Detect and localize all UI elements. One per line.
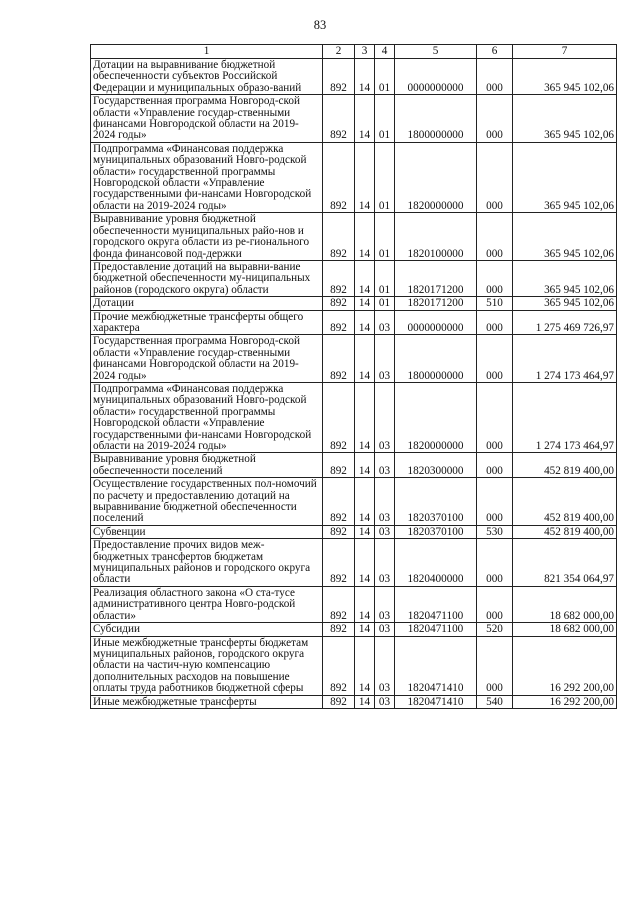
budget-table	[90, 44, 617, 709]
row-target-code: 1820171200	[395, 297, 477, 310]
row-name: Иные межбюджетные трансферты	[91, 695, 323, 708]
table-row	[91, 478, 617, 526]
header-row	[91, 45, 617, 59]
row-name: Подпрограмма «Финансовая поддержка муниципальных образований Новго-родской области» государственной программы Новгородской области «Управление государственными фи-нансами Новгородской области на 2019-2024 годы»	[91, 142, 323, 212]
row-admin-code: 892	[323, 382, 355, 452]
row-section-code: 14	[355, 453, 375, 478]
header-cell: 6	[477, 45, 513, 59]
row-admin-code: 892	[323, 478, 355, 526]
row-target-code: 1820171200	[395, 260, 477, 296]
header-cell: 2	[323, 45, 355, 59]
row-subsection-code: 01	[375, 142, 395, 212]
row-subsection-code: 03	[375, 695, 395, 708]
header-cell: 1	[91, 45, 323, 59]
row-target-code: 1820400000	[395, 539, 477, 587]
row-name: Государственная программа Новгород-ской области «Управление государ-ственными финансами Новгородской области на 2019-2024 годы»	[91, 95, 323, 143]
row-amount: 1 275 469 726,97	[513, 310, 617, 335]
table-row	[91, 95, 617, 143]
row-target-code: 1820300000	[395, 453, 477, 478]
row-name: Субвенции	[91, 525, 323, 538]
row-section-code: 14	[355, 59, 375, 95]
row-admin-code: 892	[323, 636, 355, 695]
row-expense-type-code: 000	[477, 213, 513, 261]
table-body	[91, 59, 617, 709]
row-subsection-code: 03	[375, 478, 395, 526]
row-name: Государственная программа Новгород-ской области «Управление государ-ственными финансами Новгородской области на 2019-2024 годы»	[91, 335, 323, 383]
row-admin-code: 892	[323, 453, 355, 478]
row-expense-type-code: 000	[477, 586, 513, 622]
row-subsection-code: 03	[375, 525, 395, 538]
row-admin-code: 892	[323, 297, 355, 310]
row-amount: 821 354 064,97	[513, 539, 617, 587]
row-name: Осуществление государственных пол-номочий по расчету и предоставлению дотаций на выравнивание бюджетной обеспеченности поселений	[91, 478, 323, 526]
row-section-code: 14	[355, 213, 375, 261]
table-row	[91, 695, 617, 708]
row-expense-type-code: 000	[477, 382, 513, 452]
row-name: Прочие межбюджетные трансферты общего характера	[91, 310, 323, 335]
row-target-code: 1820000000	[395, 142, 477, 212]
row-target-code: 1820471100	[395, 623, 477, 636]
row-admin-code: 892	[323, 142, 355, 212]
table-row	[91, 142, 617, 212]
row-amount: 365 945 102,06	[513, 59, 617, 95]
row-amount: 1 274 173 464,97	[513, 335, 617, 383]
row-expense-type-code: 000	[477, 59, 513, 95]
row-amount: 18 682 000,00	[513, 623, 617, 636]
row-target-code: 0000000000	[395, 59, 477, 95]
row-subsection-code: 01	[375, 213, 395, 261]
row-section-code: 14	[355, 525, 375, 538]
row-target-code: 1820471100	[395, 586, 477, 622]
row-target-code: 1800000000	[395, 95, 477, 143]
row-expense-type-code: 000	[477, 453, 513, 478]
table-row	[91, 623, 617, 636]
row-target-code: 1820370100	[395, 525, 477, 538]
row-section-code: 14	[355, 539, 375, 587]
row-name: Выравнивание уровня бюджетной обеспеченности поселений	[91, 453, 323, 478]
row-admin-code: 892	[323, 59, 355, 95]
table-row	[91, 636, 617, 695]
row-expense-type-code: 520	[477, 623, 513, 636]
table-row	[91, 525, 617, 538]
row-admin-code: 892	[323, 95, 355, 143]
row-expense-type-code: 000	[477, 95, 513, 143]
row-name: Субсидии	[91, 623, 323, 636]
row-admin-code: 892	[323, 695, 355, 708]
table-row	[91, 382, 617, 452]
row-subsection-code: 03	[375, 335, 395, 383]
row-admin-code: 892	[323, 213, 355, 261]
row-amount: 365 945 102,06	[513, 297, 617, 310]
row-section-code: 14	[355, 142, 375, 212]
row-admin-code: 892	[323, 623, 355, 636]
header-cell: 3	[355, 45, 375, 59]
row-target-code: 1800000000	[395, 335, 477, 383]
table-row	[91, 335, 617, 383]
row-subsection-code: 01	[375, 260, 395, 296]
row-section-code: 14	[355, 335, 375, 383]
row-target-code: 0000000000	[395, 310, 477, 335]
row-target-code: 1820100000	[395, 213, 477, 261]
header-cell: 4	[375, 45, 395, 59]
table-row	[91, 586, 617, 622]
row-section-code: 14	[355, 95, 375, 143]
row-section-code: 14	[355, 260, 375, 296]
row-subsection-code: 03	[375, 310, 395, 335]
table-row	[91, 310, 617, 335]
row-amount: 365 945 102,06	[513, 95, 617, 143]
row-amount: 16 292 200,00	[513, 636, 617, 695]
row-target-code: 1820471410	[395, 636, 477, 695]
row-amount: 452 819 400,00	[513, 478, 617, 526]
row-admin-code: 892	[323, 335, 355, 383]
row-subsection-code: 03	[375, 539, 395, 587]
row-section-code: 14	[355, 478, 375, 526]
row-expense-type-code: 530	[477, 525, 513, 538]
row-name: Предоставление прочих видов меж-бюджетных трансфертов бюджетам муниципальных районов и городского округа области	[91, 539, 323, 587]
header-cell: 7	[513, 45, 617, 59]
row-name: Предоставление дотаций на выравни-вание бюджетной обеспеченности му-ниципальных районов (городского округа) области	[91, 260, 323, 296]
row-subsection-code: 03	[375, 636, 395, 695]
table-row	[91, 453, 617, 478]
page-number: 83	[313, 18, 327, 32]
row-subsection-code: 03	[375, 382, 395, 452]
table-row	[91, 297, 617, 310]
row-target-code: 1820000000	[395, 382, 477, 452]
row-name: Иные межбюджетные трансферты бюджетам муниципальных районов, городского округа области на частич-ную компенсацию дополнительных расходов на повышение оплаты труда работников бюджетной сферы	[91, 636, 323, 695]
row-amount: 365 945 102,06	[513, 142, 617, 212]
row-subsection-code: 03	[375, 623, 395, 636]
row-expense-type-code: 000	[477, 539, 513, 587]
row-expense-type-code: 000	[477, 335, 513, 383]
row-target-code: 1820471410	[395, 695, 477, 708]
row-section-code: 14	[355, 636, 375, 695]
row-expense-type-code: 540	[477, 695, 513, 708]
row-section-code: 14	[355, 382, 375, 452]
row-admin-code: 892	[323, 525, 355, 538]
row-section-code: 14	[355, 310, 375, 335]
row-expense-type-code: 000	[477, 310, 513, 335]
row-admin-code: 892	[323, 586, 355, 622]
table-row	[91, 539, 617, 587]
table-row	[91, 260, 617, 296]
row-name: Подпрограмма «Финансовая поддержка муниципальных образований Новго-родской области» государственной программы Новгородской области «Управление государственными фи-нансами Новгородской области на 2019-2024 годы»	[91, 382, 323, 452]
row-name: Дотации	[91, 297, 323, 310]
row-subsection-code: 01	[375, 297, 395, 310]
row-amount: 365 945 102,06	[513, 213, 617, 261]
row-subsection-code: 03	[375, 453, 395, 478]
row-amount: 18 682 000,00	[513, 586, 617, 622]
row-target-code: 1820370100	[395, 478, 477, 526]
row-section-code: 14	[355, 623, 375, 636]
row-section-code: 14	[355, 586, 375, 622]
table-row	[91, 213, 617, 261]
row-subsection-code: 03	[375, 586, 395, 622]
row-admin-code: 892	[323, 310, 355, 335]
row-amount: 1 274 173 464,97	[513, 382, 617, 452]
row-expense-type-code: 000	[477, 260, 513, 296]
row-amount: 16 292 200,00	[513, 695, 617, 708]
row-section-code: 14	[355, 297, 375, 310]
row-subsection-code: 01	[375, 95, 395, 143]
row-expense-type-code: 000	[477, 142, 513, 212]
row-name: Дотации на выравнивание бюджетной обеспеченности субъектов Российской Федерации и муниципальных образо-ваний	[91, 59, 323, 95]
row-subsection-code: 01	[375, 59, 395, 95]
row-admin-code: 892	[323, 260, 355, 296]
header-cell: 5	[395, 45, 477, 59]
row-amount: 452 819 400,00	[513, 453, 617, 478]
row-name: Выравнивание уровня бюджетной обеспеченности муниципальных райо-нов и городского округа области из ре-гионального фонда финансовой под-держки	[91, 213, 323, 261]
row-admin-code: 892	[323, 539, 355, 587]
row-name: Реализация областного закона «О ста-тусе административного центра Новго-родской области»	[91, 586, 323, 622]
row-section-code: 14	[355, 695, 375, 708]
row-expense-type-code: 510	[477, 297, 513, 310]
row-expense-type-code: 000	[477, 478, 513, 526]
row-expense-type-code: 000	[477, 636, 513, 695]
row-amount: 452 819 400,00	[513, 525, 617, 538]
table-row	[91, 59, 617, 95]
row-amount: 365 945 102,06	[513, 260, 617, 296]
